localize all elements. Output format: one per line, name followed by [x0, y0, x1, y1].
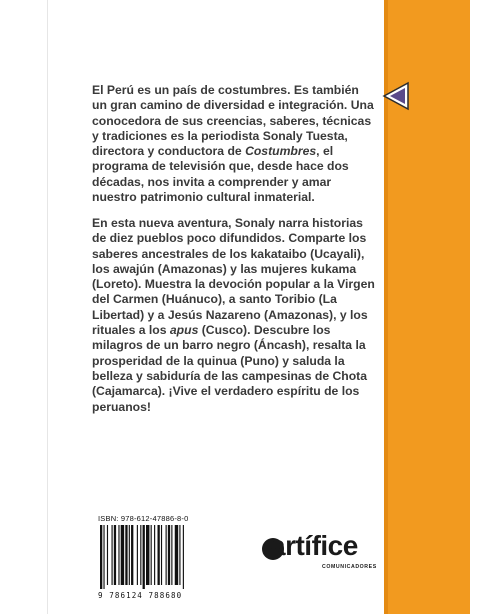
- barcode-bar: [179, 525, 180, 585]
- barcode-bar: [121, 525, 124, 585]
- barcode-bar: [131, 525, 133, 585]
- text-run: apus: [169, 323, 199, 338]
- barcode-bar: [112, 525, 113, 585]
- synopsis-paragraph-1: [92, 83, 376, 205]
- text-run: Costumbres: [245, 144, 317, 159]
- barcode-bar: [114, 525, 116, 585]
- barcode-bar: [158, 525, 160, 585]
- barcode-bar: [125, 525, 127, 585]
- barcode-bar: [175, 525, 178, 585]
- synopsis-paragraph-2: [92, 216, 376, 415]
- barcode-bar: [183, 525, 184, 589]
- publisher-tagline: COMUNICADORES: [322, 564, 377, 570]
- text-run: (Cusco). Descubre los milagros de un barro negro (Áncash), resalta la prosperidad de la quinua (Puno) y saluda la belleza y sabiduría de las campesinas de Chota (Cajamarca). ¡Vive el verdadero espíritu de los peruanos!: [92, 323, 368, 414]
- publisher-logo: artífice: [270, 530, 358, 561]
- barcode-bar: [154, 525, 155, 585]
- barcode-bar: [129, 525, 130, 585]
- barcode-bar: [146, 525, 149, 585]
- barcode-bar: [171, 525, 172, 585]
- barcode: [98, 525, 226, 589]
- barcode-bar: [168, 525, 170, 585]
- isbn-label: ISBN: 978-612-47886-8-0: [98, 514, 189, 523]
- text-run: , el programa de televisión que, desde hace dos décadas, nos invita a comprender y amar nuestro patrimonio cultural inmaterial.: [92, 144, 349, 205]
- barcode-bar: [100, 525, 102, 589]
- barcode-bar: [140, 525, 141, 585]
- barcode-bar: [137, 525, 138, 585]
- barcode-digits: 9 786124 788680: [98, 591, 183, 600]
- barcode-bar: [143, 525, 145, 589]
- barcode-bar: [118, 525, 119, 585]
- barcode-bar: [166, 525, 167, 585]
- barcode-bar: [161, 525, 162, 585]
- triangle-marker-icon: [380, 81, 410, 111]
- barcode-bar: [107, 525, 108, 585]
- barcode-bar: [103, 525, 104, 589]
- text-run: El Perú es un país de costumbres. Es también un gran camino de diversidad e integración. Una conocedora de sus creencias, saberes, técnicas y tradiciones es la periodista Sonaly Tuesta, directora y conductora de: [92, 83, 374, 159]
- barcode-bar: [151, 525, 152, 585]
- text-run: En esta nueva aventura, Sonaly narra historias de diez pueblos poco difundidos. Comparte los saberes ancestrales de los kakataibo (Ucayali), los awajún (Amazonas) y las mujeres kukama (Loreto). Muestra la devoción popular a la Virgen del Carmen (Huánuco), a santo Toribio (La Libertad) y a Jesús Nazareno (Amazonas), y los rituales a los: [92, 216, 375, 338]
